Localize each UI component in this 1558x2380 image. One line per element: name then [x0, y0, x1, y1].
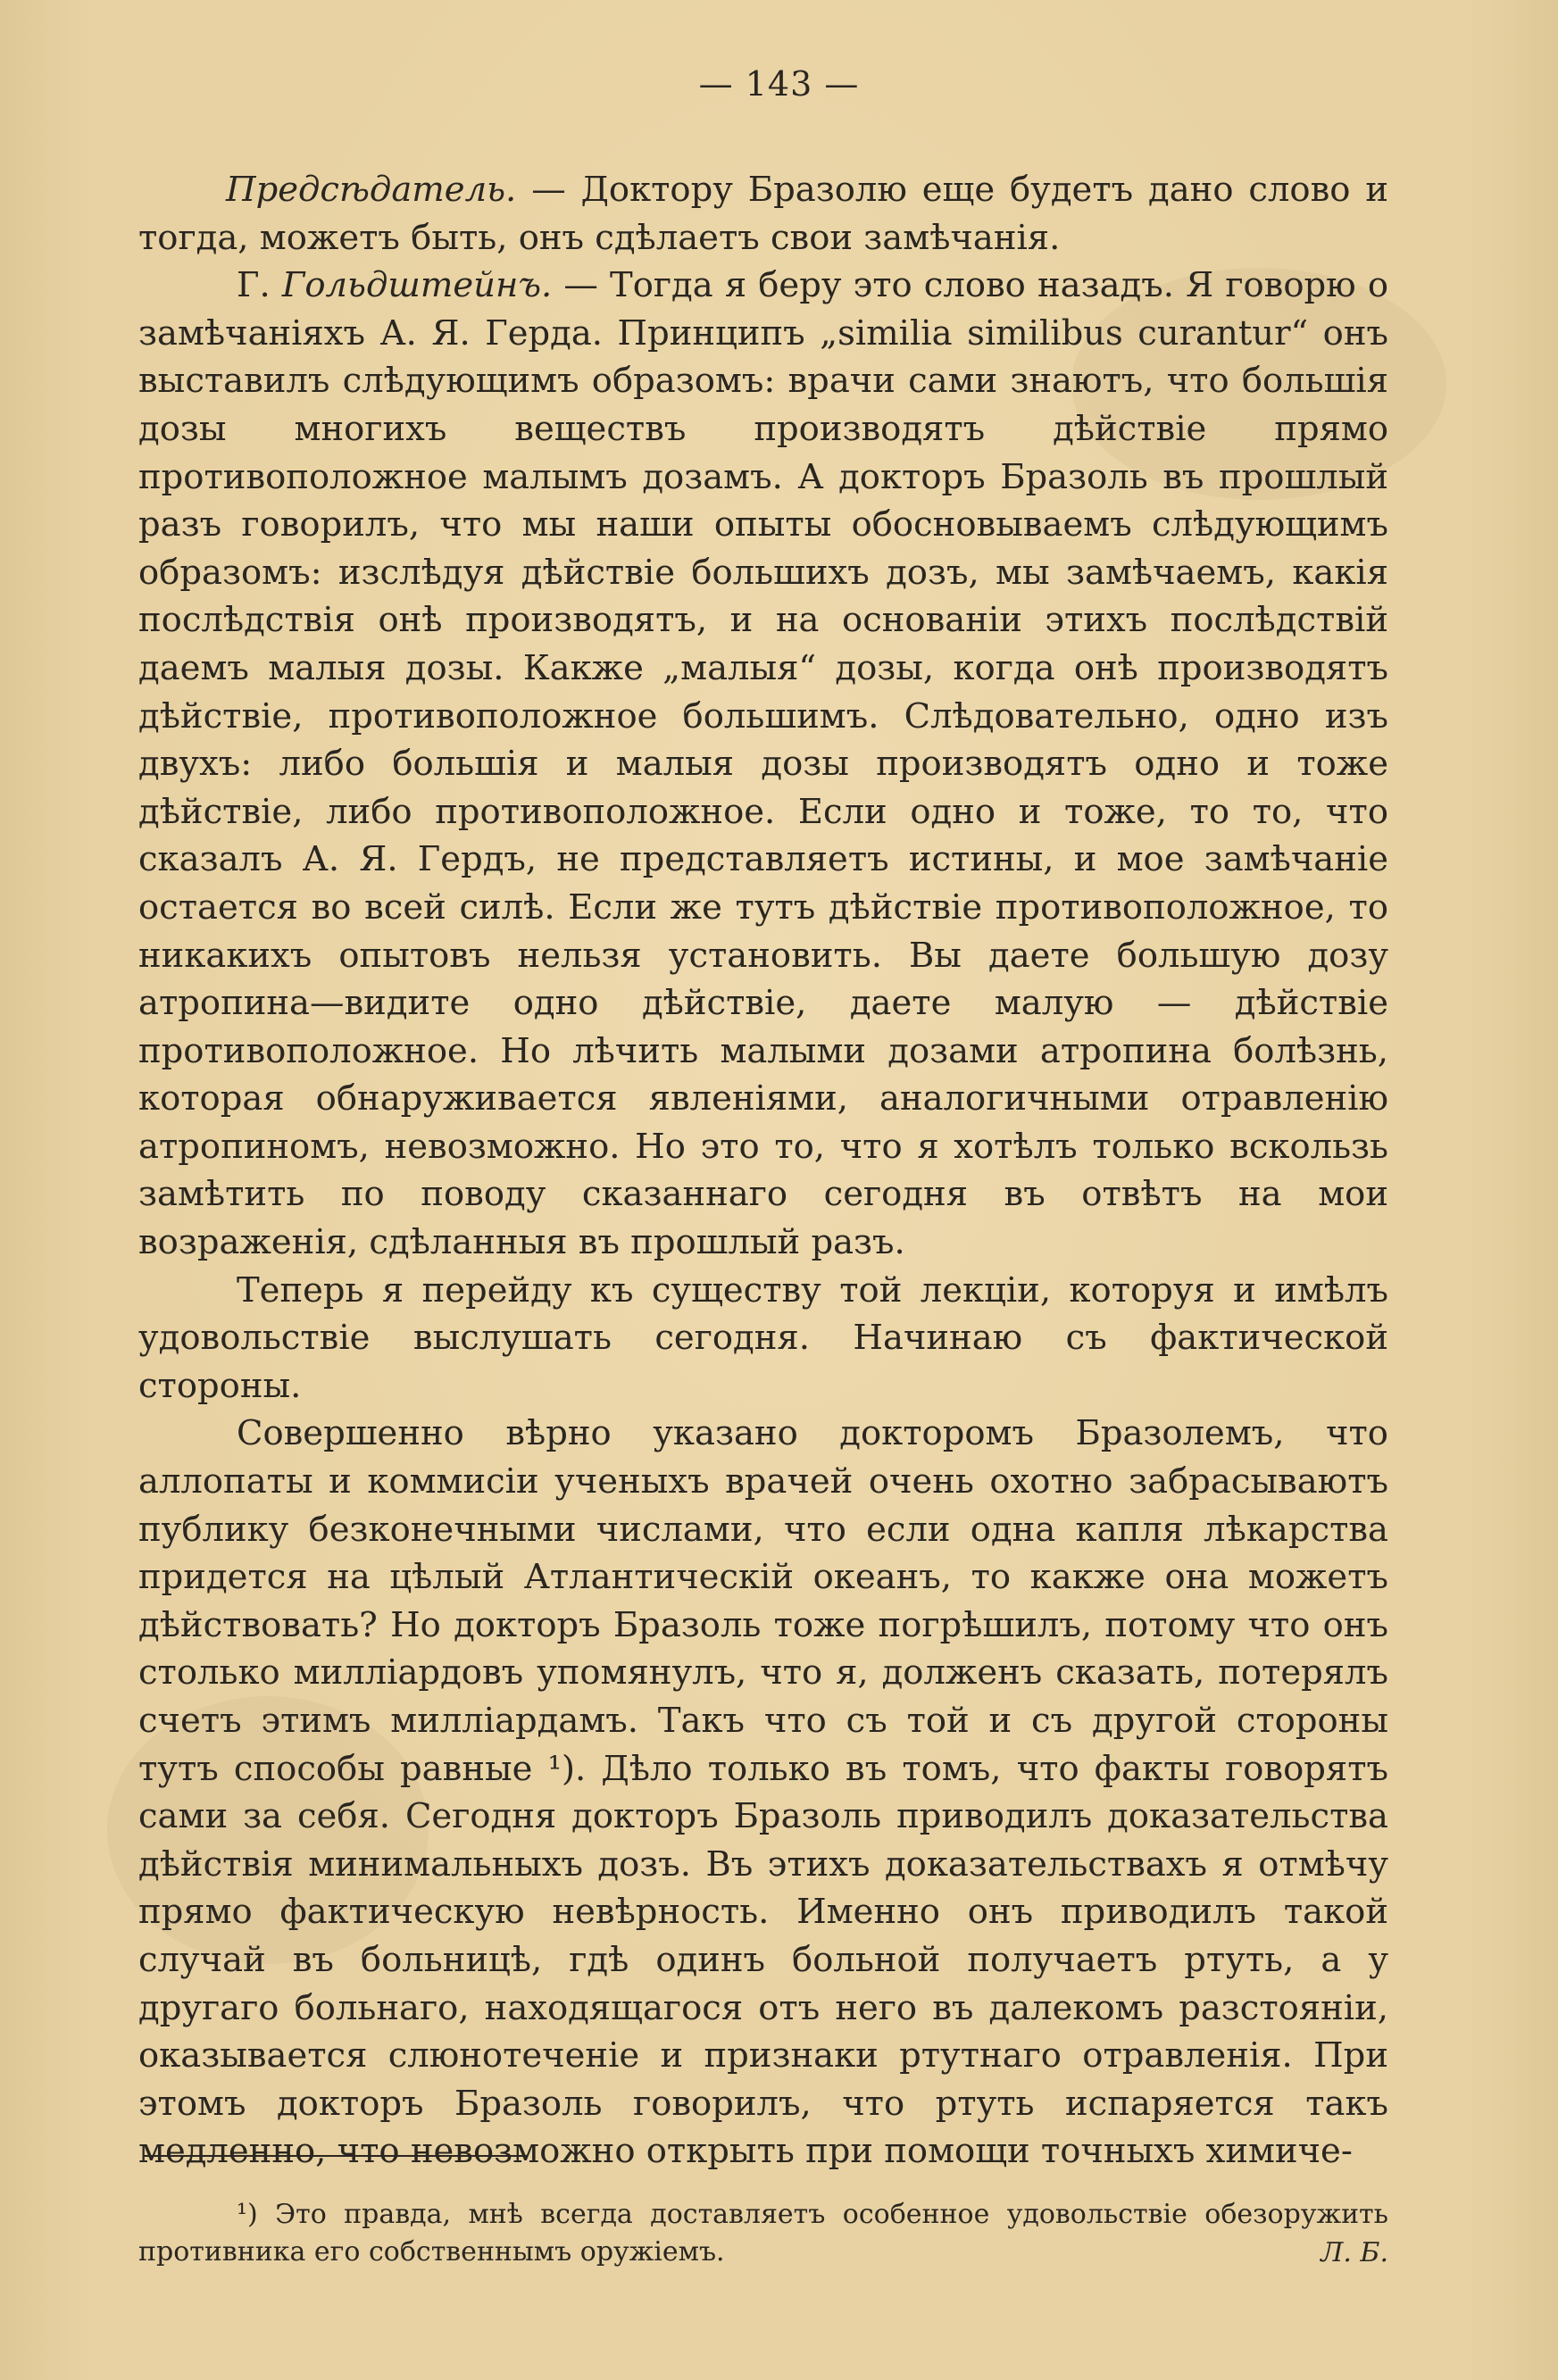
footnote-text: ¹) Это правда, мнѣ всегда доставляетъ особенное удовольствіе обезоружить противника его собственнымъ оружіемъ. — [138, 2199, 1388, 2268]
body-text — [138, 166, 1388, 2176]
paragraph: Совершенно вѣрно указано докторомъ Бразолемъ, что аллопаты и коммисіи ученыхъ врачей очень охотно забрасываютъ публику безконечными числами, что если одна капля лѣкарства придется на цѣлый Атлантическій океанъ, то какже она можетъ дѣйствовать? Но докторъ Бразоль тоже погрѣшилъ, потому что онъ столько милліардовъ упомянулъ, что я, долженъ сказать, потерялъ счетъ этимъ милліардамъ. Такъ что съ той и съ другой стороны тутъ способы равные ¹). Дѣло только въ томъ, что факты говорятъ сами за себя. Сегодня докторъ Бразоль приводилъ доказательства дѣйствія минимальныхъ дозъ. Въ этихъ доказательствахъ я отмѣчу прямо фактическую невѣрность. Именно онъ приводилъ такой случай въ больницѣ, гдѣ одинъ больной получаетъ ртуть, а у другаго больнаго, находящагося отъ него въ далекомъ разстояніи, оказывается слюнотеченіе и признаки ртутнаго отравленія. При этомъ докторъ Бразоль говорилъ, что ртуть испаряется такъ медленно, что невозможно открыть при помощи точныхъ химиче- — [138, 1413, 1388, 2172]
footnote-signature: Л. Б. — [1321, 2237, 1388, 2268]
paragraph-text: — Доктору Бразолю еще будетъ дано слово и тогда, можетъ быть, онъ сдѣлаетъ свои замѣчанія. — [138, 170, 1388, 258]
paragraph: Теперь я перейду къ существу той лекціи, которуя и имѣлъ удовольствіе выслушать сегодня. Начинаю съ фактической стороны. — [138, 1269, 1388, 1406]
paragraph-goldstein — [138, 262, 1388, 1266]
footnote-divider — [143, 2155, 527, 2157]
footnote — [138, 2196, 1388, 2271]
speaker-name: Гольдштейнъ. — [281, 265, 553, 306]
speaker-name: Предсѣдатель. — [226, 170, 517, 210]
page-number: — 143 — — [698, 64, 860, 104]
paragraph-text: — Тогда я беру это слово назадъ. Я говорю о замѣчаніяхъ А. Я. Герда. Принципъ „similia similibus curantur“ онъ выставилъ слѣдующимъ образомъ: врачи сами знаютъ, что большія дозы многихъ веществъ производятъ дѣйствіе прямо противоположное малымъ дозамъ. А докторъ Бразоль въ прошлый разъ говорилъ, что мы наши опыты обосновываемъ слѣдующимъ образомъ: изслѣдуя дѣйствіе большихъ дозъ, мы замѣчаемъ, какія послѣдствія онѣ производятъ, и на основаніи этихъ послѣдствій даемъ малыя дозы. Какже „малыя“ дозы, когда онѣ производятъ дѣйствіе, противоположное большимъ. Слѣдовательно, одно изъ двухъ: либо большія и малыя дозы производятъ одно и тоже дѣйствіе, либо противоположное. Если одно и тоже, то то, что сказалъ А. Я. Гердъ, не представляетъ истины, и мое замѣчаніе остается во всей силѣ. Если же тутъ дѣйствіе противоположное, то никакихъ опытовъ нельзя установить. Вы даете большую дозу атропина—видите одно дѣйствіе, даете малую — дѣйствіе противоположное. Но лѣчить малыми дозами атропина болѣзнь, которая обнаруживается явленіями, аналогичными отравленію атропиномъ, невозможно. Но это то, что я хотѣлъ только вскользь замѣтить по поводу сказаннаго сегодня въ отвѣтъ на мои возраженія, сдѣланныя въ прошлый разъ. — [138, 265, 1388, 1263]
speaker-prefix: Г. — [237, 265, 271, 306]
paragraph-chairman — [138, 166, 1388, 262]
